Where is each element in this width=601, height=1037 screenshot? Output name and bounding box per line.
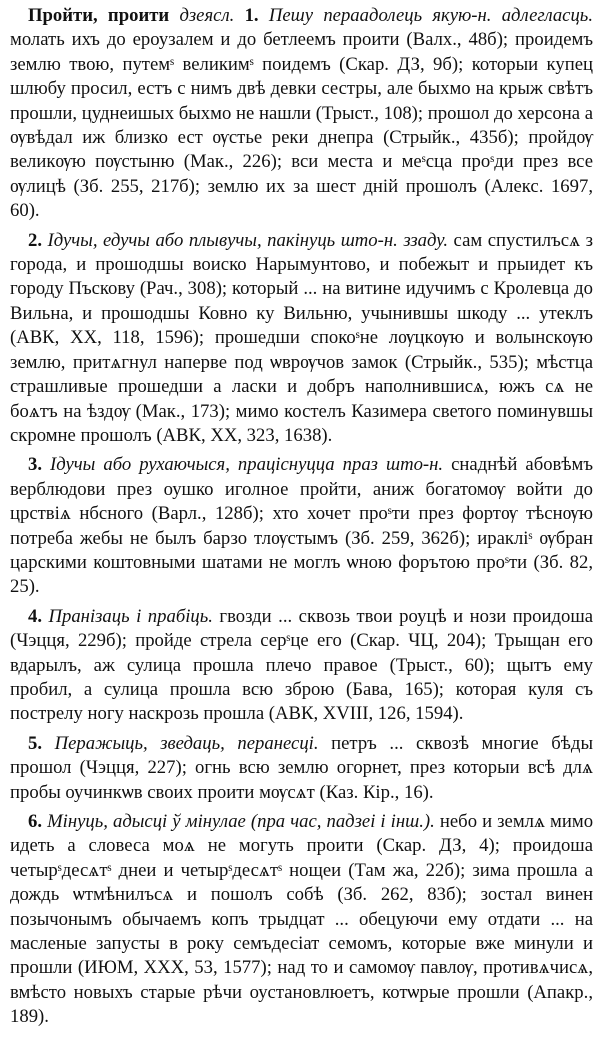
sense-citations: снаднѣй абовѣмъ верблюдови през оушко иголное пройти, аниж богатомѹ войти до црствiѧ нбсного (Варл., 128б); хто хочет проˢти през фортѹ тѣснѹю потреба жебы не былъ барзо тлѹстымъ (Зб. 259, 362б); иракліˢ ѹбран царскими коштовными шатами не моглъ ѡною форътою проˢти (Зб. 82, 25). — [10, 454, 594, 598]
headword: Пройти, проити — [28, 5, 170, 26]
sense-number: 2. — [28, 229, 43, 251]
sense-citations: сам спустилъсѧ з города, и прошодшы воиско Нарымунтово, и побежыт и прыидет къ городу Пъскову (Рач., 308); который ... на витине идучимъ с Кролевца до Вильна, и прошодшы Ковно ку Вильню, учынившы шкоду ... утеклъ (АВК, XX, 118, 1596); прошедши спокоˢне лѹцкѹю и волынскѹю землю, притѧгнул наперве под ѡврѹчов замок (Стрыйк., 535); мѣстца страшливые прошедши а ласки и добръ наполнившисѧ, южъ сѧ не боѧтъ на ѣздѹ (Мак., 173); мимо костелъ Казимера светого поминувшы скромне прошолъ (АВК, XX, 323, 1638). — [10, 229, 594, 446]
sense-gloss: Пранізаць і прабіць. — [48, 605, 213, 627]
sense-citations: молать ихъ до ероузалем и до бетлеемъ проити (Валх., 48б); проидемъ землю твою, путемˢ великимˢ поидемъ (Скар. ДЗ, 9б); которыи купец шлюбу просил, естъ с нимъ двѣ девки сестры, але быхмо на крыж свѣтъ прошли, цуднеишых быхмо не нашли (Трыст., 108); прошол до херсона а ѹвѣдал иж близко ест ѹстье реки днепра (Стрыйк., 435б); пройдѹ великѹю пѹстыню (Мак., 226); вси места и меˢсца проˢди през все ѹлицѣ (Зб. 255, 217б); землю их за шест днiй прошолъ (Алекс. 1697, 60). — [10, 29, 593, 222]
sense-6 — [10, 810, 593, 1030]
sense-4 — [10, 605, 593, 727]
sense-citations: гвозди ... сквозь твои роуцѣ и нози проидоша (Чэцця, 229б); пройде стрела серˢце его (Скар. ЧЦ, 204); Трыщан его вдарылъ, аж сулица прошла плечо правое (Трыст., 60); щытъ ему пробил, а сулица прошла всю зброю (Бава, 165); которая куля съ пострелу ногу наскрозь прошла (АВК, XVIII, 126, 1594). — [10, 605, 594, 725]
sense-gloss: Перажыць, зведаць, перанесці. — [54, 732, 319, 754]
sense-5 — [10, 732, 593, 805]
sense-number: 1. — [244, 5, 259, 26]
sense-gloss: Пешу пераадолець якую-н. адлегласць. — [268, 5, 593, 26]
sense-gloss: Ідучы, едучы або плывучы, пакінуць што-н. ззаду. — [47, 229, 449, 251]
sense-number: 3. — [28, 454, 43, 476]
sense-3 — [10, 453, 593, 599]
part-of-speech: дзеясл. — [179, 5, 235, 26]
sense-number: 6. — [28, 811, 43, 832]
sense-2 — [10, 229, 593, 449]
sense-number: 5. — [28, 732, 43, 754]
sense-gloss: Ідучы або рухаючыся, працiснуцца праз што-н. — [50, 454, 444, 476]
sense-gloss: Мінуць, адысці ў мінулае (пра час, падзеі і інш.). — [47, 811, 435, 832]
sense-citations: небо и землѧ мимо идеть а словеса моѧ не могуть проити (Скар. ДЗ, 4); проидоша четырˢдесѧтˢ днеи и четырˢдесѧтˢ нощеи (Там жа, 22б); зима прошла а дождь ѡтмѣнилъсѧ и пошолъ собѣ (Зб. 262, 83б); зостал винен позычонымъ обычаемъ копъ трыдцат ... обецуючи ему отдати ... на масленые запусты в року семъдесiат семомъ, которые вже минули и прошли (ИЮМ, XXX, 53, 1577); над то и самомѹ павлѹ, противѧчисѧ, вмѣсто новыхъ старые рѣчи оустановлюетъ, котѡрые прошли (Апакр., 189). — [10, 811, 594, 1028]
sense-citations: петръ ... сквозѣ многие бѣды прошол (Чэцця, 227); огнь всю землю огорнет, през которыи всѣ длѧ пробы оучинкѡв своих проити мѹсѧт (Каз. Кір., 16). — [10, 732, 593, 803]
sense-number: 4. — [28, 605, 43, 627]
sense-1 — [10, 4, 593, 224]
